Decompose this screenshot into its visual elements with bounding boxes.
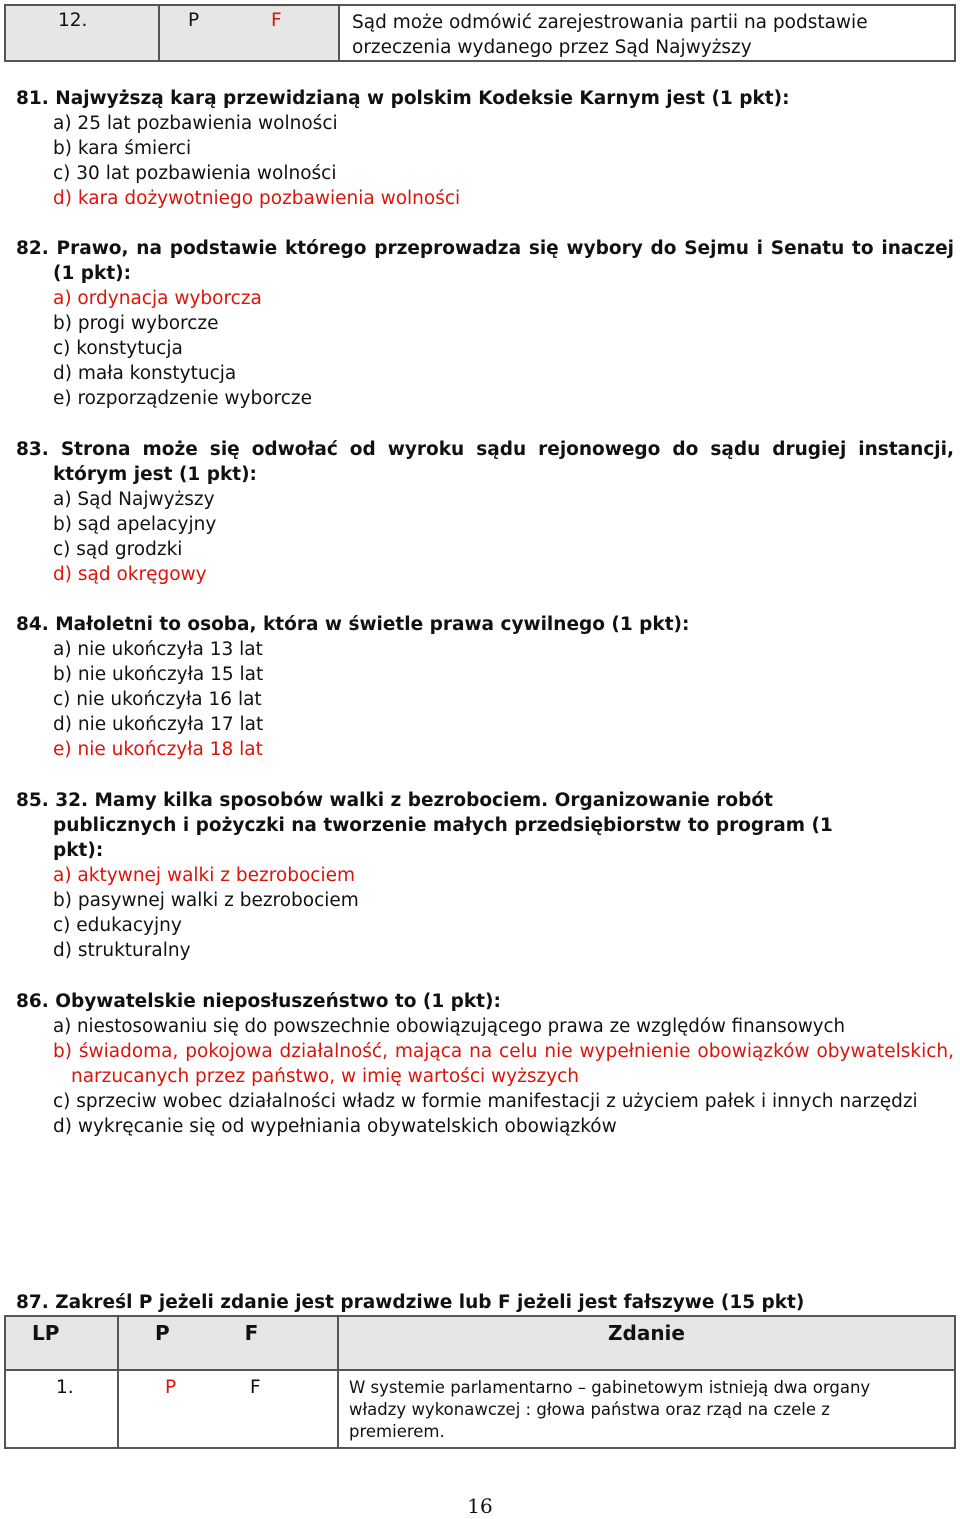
question-number: 86. bbox=[16, 991, 49, 1012]
question-text: Strona może się odwołać od wyroku sądu rejonowego do sądu drugiej instancji, którym jest (1 pkt): bbox=[53, 439, 954, 485]
option-c[interactable]: c) sprzeciw wobec działalności władz w formie manifestacji z użyciem pałek i innych narzędzi bbox=[53, 1091, 918, 1112]
question-number: 84. bbox=[16, 614, 49, 635]
option-c[interactable]: c) nie ukończyła 16 lat bbox=[53, 689, 262, 710]
tf-table bbox=[4, 1315, 956, 1449]
table-header-row bbox=[5, 1316, 955, 1370]
question-text: Prawo, na podstawie którego przeprowadza się wybory do Sejmu i Senatu to inaczej (1 pkt): bbox=[53, 238, 954, 284]
question-83 bbox=[16, 437, 954, 587]
question-number: 83. bbox=[16, 439, 49, 460]
lp-cell bbox=[5, 5, 159, 61]
row-pf-cell bbox=[118, 1370, 338, 1448]
statement-text: Sąd może odmówić zarejestrowania partii na podstawie orzeczenia wydanego przez Sąd Najwyższy bbox=[352, 12, 868, 58]
option-b[interactable]: b) kara śmierci bbox=[53, 138, 192, 159]
table-row bbox=[5, 5, 955, 61]
option-a[interactable]: a) 25 lat pozbawienia wolności bbox=[53, 113, 338, 134]
option-b[interactable]: b) nie ukończyła 15 lat bbox=[53, 664, 264, 685]
header-pf bbox=[118, 1316, 338, 1370]
p-option[interactable]: P bbox=[165, 1377, 177, 1398]
question-title bbox=[16, 1290, 954, 1315]
row-statement-cell bbox=[338, 1370, 955, 1448]
option-b[interactable]: b) pasywnej walki z bezrobociem bbox=[53, 890, 359, 911]
option-b[interactable]: b) sąd apelacyjny bbox=[53, 514, 217, 535]
option-a[interactable]: a) niestosowaniu się do powszechnie obowiązującego prawa ze względów finansowych bbox=[53, 1016, 846, 1037]
p-option[interactable]: P bbox=[188, 10, 200, 31]
pf-cell bbox=[159, 5, 339, 61]
row-lp-value: 1. bbox=[56, 1377, 74, 1398]
question-title bbox=[16, 86, 954, 111]
option-d[interactable]: d) sąd okręgowy bbox=[53, 564, 207, 585]
question-text: Zakreśl P jeżeli zdanie jest prawdziwe lub F jeżeli jest fałszywe (15 pkt) bbox=[55, 1292, 805, 1313]
question-85 bbox=[16, 788, 870, 963]
option-c[interactable]: c) konstytucja bbox=[53, 338, 183, 359]
top-tf-table bbox=[4, 4, 956, 62]
header-p-text: P bbox=[155, 1321, 170, 1345]
question-number: 87. bbox=[16, 1292, 49, 1313]
question-84 bbox=[16, 612, 954, 762]
question-title bbox=[16, 236, 954, 286]
option-d[interactable]: d) kara dożywotniego pozbawienia wolności bbox=[53, 188, 461, 209]
row-lp-cell bbox=[5, 1370, 118, 1448]
option-a[interactable]: a) Sąd Najwyższy bbox=[53, 489, 215, 510]
option-d[interactable]: d) mała konstytucja bbox=[53, 363, 237, 384]
header-lp-text: LP bbox=[32, 1321, 60, 1345]
option-b[interactable]: b) progi wyborcze bbox=[53, 313, 219, 334]
question-81 bbox=[16, 86, 954, 211]
option-d[interactable]: d) nie ukończyła 17 lat bbox=[53, 714, 264, 735]
question-text: Obywatelskie nieposłuszeństwo to (1 pkt): bbox=[55, 991, 501, 1012]
question-text: Małoletni to osoba, która w świetle prawa cywilnego (1 pkt): bbox=[55, 614, 690, 635]
question-text: Najwyższą karą przewidzianą w polskim Kodeksie Karnym jest (1 pkt): bbox=[55, 88, 790, 109]
question-text: 32. Mamy kilka sposobów walki z bezrobociem. Organizowanie robót publicznych i pożyczki na tworzenie małych przedsiębiorstw to program (1 pkt): bbox=[53, 790, 833, 861]
statement-cell bbox=[339, 5, 955, 61]
question-title bbox=[16, 437, 954, 487]
option-c[interactable]: c) 30 lat pozbawienia wolności bbox=[53, 163, 337, 184]
question-86 bbox=[16, 989, 954, 1139]
question-title bbox=[16, 612, 954, 637]
f-option[interactable]: F bbox=[271, 10, 282, 31]
option-a[interactable]: a) ordynacja wyborcza bbox=[53, 288, 262, 309]
question-82 bbox=[16, 236, 954, 411]
table-row bbox=[5, 1370, 955, 1448]
page-number: 16 bbox=[467, 1494, 493, 1518]
option-a[interactable]: a) aktywnej walki z bezrobociem bbox=[53, 865, 356, 886]
f-option[interactable]: F bbox=[250, 1377, 261, 1398]
row-statement-text: W systemie parlamentarno – gabinetowym istnieją dwa organy władzy wykonawczej : głowa państwa oraz rząd na czele z premierem. bbox=[349, 1378, 871, 1441]
question-title bbox=[16, 989, 954, 1014]
header-lp bbox=[5, 1316, 118, 1370]
header-statement bbox=[338, 1316, 955, 1370]
question-number: 81. bbox=[16, 88, 49, 109]
question-number: 85. bbox=[16, 790, 49, 811]
option-c[interactable]: c) edukacyjny bbox=[53, 915, 182, 936]
option-a[interactable]: a) nie ukończyła 13 lat bbox=[53, 639, 263, 660]
question-87 bbox=[16, 1290, 954, 1315]
question-number: 82. bbox=[16, 238, 49, 259]
option-e[interactable]: e) nie ukończyła 18 lat bbox=[53, 739, 263, 760]
lp-value: 12. bbox=[58, 10, 88, 31]
header-statement-text: Zdanie bbox=[608, 1321, 685, 1345]
header-f-text: F bbox=[244, 1321, 259, 1345]
option-d[interactable]: d) wykręcanie się od wypełniania obywatelskich obowiązków bbox=[53, 1116, 617, 1137]
option-b[interactable]: b) świadoma, pokojowa działalność, mająca na celu nie wypełnienie obowiązków obywatelskich, narzucanych przez państwo, w imię wartości wyższych bbox=[53, 1041, 954, 1087]
option-c[interactable]: c) sąd grodzki bbox=[53, 539, 183, 560]
option-d[interactable]: d) strukturalny bbox=[53, 940, 191, 961]
option-e[interactable]: e) rozporządzenie wyborcze bbox=[53, 388, 312, 409]
question-title bbox=[16, 788, 870, 863]
